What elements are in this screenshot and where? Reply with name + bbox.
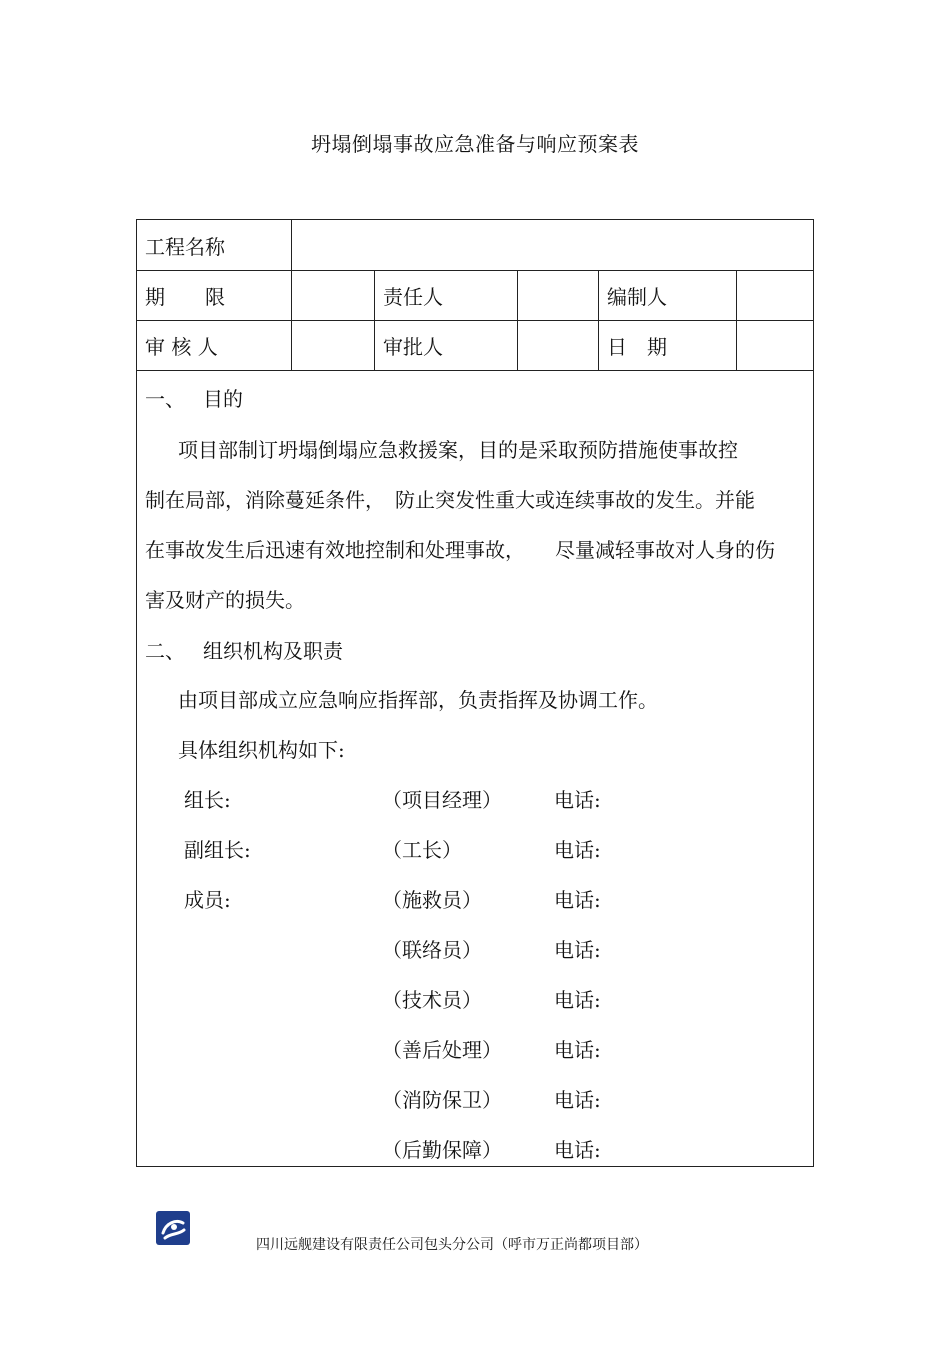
project-name-label: 工程名称 [137,220,292,270]
section1-heading: 目的 [203,387,243,411]
role-title: （后勤保障） [382,1138,502,1162]
document-title: 坍塌倒塌事故应急准备与响应预案表 [311,132,639,156]
role-title: （善后处理） [382,1038,502,1062]
plan-body [137,371,813,1166]
role-phone: 电话: [554,838,601,862]
section1-line: 害及财产的损失。 [145,588,305,612]
date-label: 日 期 [599,321,737,370]
section1-number: 一、 [145,387,185,411]
responsible-label: 责任人 [375,271,518,320]
role-phone: 电话: [554,888,601,912]
compiler-field[interactable] [737,271,813,320]
role-label: 成员: [184,888,231,912]
responsible-field[interactable] [518,271,599,320]
project-name-field[interactable] [292,220,813,270]
role-title: （联络员） [382,938,482,962]
approver-label: 审批人 [375,321,518,370]
role-label: 组长: [184,788,231,812]
reviewer-label: 审 核 人 [137,321,292,370]
date-field[interactable] [737,321,813,370]
role-title: （工长） [382,838,462,862]
role-phone: 电话: [554,1038,601,1062]
role-phone: 电话: [554,938,601,962]
row-period [137,271,813,321]
row-project-name [137,220,813,271]
section1-line: 制在局部，消除蔓延条件， 防止突发性重大或连续事故的发生。并能 [145,488,755,512]
section1-line: 在事故发生后迅速有效地控制和处理事故， 尽量减轻事故对人身的伤 [145,538,775,562]
role-label: 副组长: [184,838,251,862]
section1-line: 项目部制订坍塌倒塌应急救援案，目的是采取预防措施使事故控 [178,438,738,462]
form-table [136,219,814,1167]
section2-number: 二、 [145,639,185,663]
section2-heading: 组织机构及职责 [203,639,343,663]
section2-line: 具体组织机构如下: [178,738,345,762]
role-title: （项目经理） [382,788,502,812]
role-phone: 电话: [554,1138,601,1162]
reviewer-field[interactable] [292,321,375,370]
role-title: （施救员） [382,888,482,912]
approver-field[interactable] [518,321,599,370]
role-title: （技术员） [382,988,482,1012]
role-phone: 电话: [554,788,601,812]
row-reviewer [137,321,813,371]
role-phone: 电话: [554,988,601,1012]
footer-company: 四川远舰建设有限责任公司包头分公司（呼市万正尚都项目部） [256,1237,648,1253]
period-label: 期 限 [137,271,292,320]
role-title: （消防保卫） [382,1088,502,1112]
period-field[interactable] [292,271,375,320]
section2-line: 由项目部成立应急响应指挥部，负责指挥及协调工作。 [178,688,658,712]
company-logo-icon [156,1211,190,1245]
compiler-label: 编制人 [599,271,737,320]
role-phone: 电话: [554,1088,601,1112]
